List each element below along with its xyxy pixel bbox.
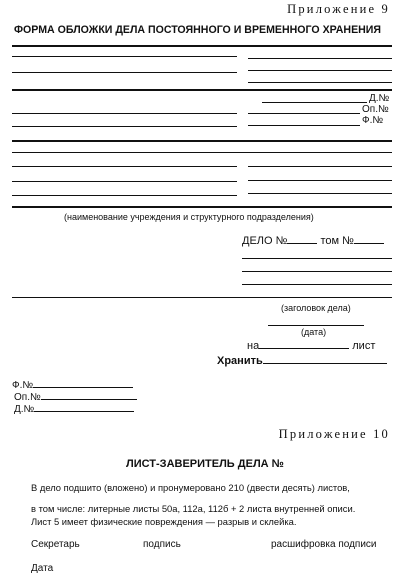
volume-label: том №: [320, 235, 354, 247]
case-number-title: ДЕЛО №: [242, 235, 288, 247]
footer-fund-row: [12, 379, 133, 391]
right-line-2: [248, 70, 392, 71]
heading-caption: (заголовок дела): [281, 303, 351, 313]
footer-inventory-blank: [41, 391, 137, 400]
date-line: [268, 325, 364, 326]
org-line-6: [12, 181, 237, 182]
certificate-line-1: В дело подшито (вложено) и пронумеровано 210 (двести десять) листов,: [31, 482, 350, 493]
right-line-6: [248, 193, 392, 194]
org-caption: (наименование учреждения и структурного подразделения): [64, 212, 314, 222]
block-rule-4: [12, 206, 392, 208]
sheets-blank: [259, 340, 349, 349]
footer-case-row: [14, 403, 134, 415]
right-line-3: [248, 82, 392, 83]
appendix-10-title: ЛИСТ-ЗАВЕРИТЕЛЬ ДЕЛА №: [126, 458, 284, 470]
case-number-label: Д.№: [369, 93, 390, 104]
block-rule-1: [12, 89, 392, 91]
footer-fund-blank: [33, 379, 133, 388]
appendix-9-title: ФОРМА ОБЛОЖКИ ДЕЛА ПОСТОЯННОГО И ВРЕМЕННОГО ХРАНЕНИЯ: [14, 24, 382, 36]
fund-number-label: Ф.№: [362, 115, 384, 126]
block-rule-3: [12, 152, 392, 153]
right-line-4: [248, 166, 392, 167]
sheets-row: [247, 340, 375, 352]
signature-label: подпись: [143, 539, 181, 550]
sheets-prefix: на: [247, 340, 260, 352]
decoding-label: расшифровка подписи: [271, 539, 377, 550]
org-line-2: [12, 72, 237, 73]
org-line-4: [12, 126, 237, 127]
heading-line-2: [242, 271, 392, 272]
footer-fund-label: Ф.№: [12, 380, 34, 391]
org-line-3: [12, 113, 237, 114]
sheets-suffix: лист: [352, 340, 376, 352]
volume-blank: [354, 235, 384, 244]
fund-number-line: [248, 125, 360, 126]
inventory-number-label: Оп.№: [362, 104, 389, 115]
keep-label: Хранить: [217, 355, 263, 367]
heading-line-1: [242, 258, 392, 259]
inventory-number-line: [248, 113, 360, 114]
certificate-line-3: Лист 5 имеет физические повреждения — разрыв и склейка.: [31, 516, 297, 527]
appendix-10-label: Приложение 10: [278, 427, 390, 441]
title-rule: [12, 45, 392, 47]
org-line-5: [12, 166, 237, 167]
heading-line-3: [242, 284, 392, 285]
footer-inventory-label: Оп.№: [14, 392, 41, 403]
right-line-5: [248, 180, 392, 181]
footer-case-blank: [34, 403, 134, 412]
appendix-9-label: Приложение 9: [287, 2, 390, 16]
footer-case-label: Д.№: [14, 404, 35, 415]
keep-blank: [263, 355, 387, 364]
case-number-blank: [287, 235, 317, 244]
org-line-7: [12, 195, 237, 196]
date-caption: (дата): [301, 327, 327, 337]
secretary-label: Секретарь: [31, 539, 80, 550]
org-line-1: [12, 56, 237, 57]
case-number-row: [242, 235, 384, 247]
block-rule-2: [12, 140, 392, 142]
keep-row: [217, 355, 387, 367]
certificate-line-2: в том числе: литерные листы 50а, 112а, 112б + 2 листа внутренней описи.: [31, 503, 356, 514]
block-rule-5: [12, 297, 392, 298]
footer-inventory-row: [14, 391, 137, 403]
case-number-line: [262, 102, 367, 103]
date-label: Дата: [31, 563, 54, 574]
right-line-1: [248, 58, 392, 59]
